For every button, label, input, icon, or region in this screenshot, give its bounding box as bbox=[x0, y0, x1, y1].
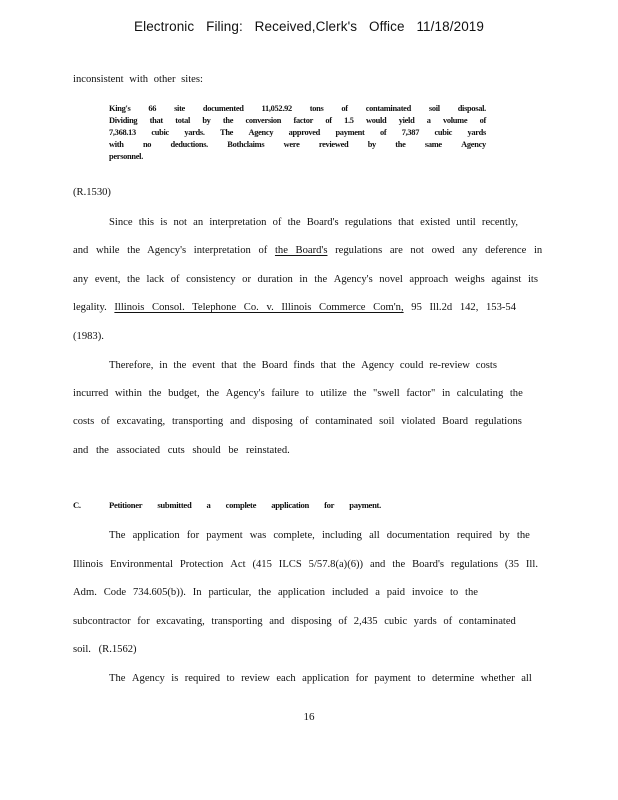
word: Protection bbox=[179, 559, 224, 570]
word: recently, bbox=[481, 217, 518, 228]
word: 734.605(b)). bbox=[132, 587, 186, 598]
word: complete, bbox=[273, 530, 315, 541]
word: a bbox=[375, 587, 380, 598]
word: Act bbox=[230, 559, 246, 570]
word: is bbox=[171, 673, 179, 684]
word: yield bbox=[398, 116, 415, 125]
word: costs bbox=[73, 416, 95, 427]
word: regulations bbox=[474, 416, 522, 427]
word: until bbox=[456, 217, 476, 228]
word: the bbox=[148, 388, 162, 399]
word: interpretation bbox=[209, 217, 267, 228]
text-segment: and while the Agency's interpretation of bbox=[73, 245, 275, 256]
word: this bbox=[138, 217, 155, 228]
word: the bbox=[392, 559, 406, 570]
word: in bbox=[441, 388, 451, 399]
word: in bbox=[159, 360, 168, 371]
word: duration bbox=[257, 274, 293, 285]
word: required bbox=[184, 673, 221, 684]
word: the bbox=[173, 360, 187, 371]
word: ILCS bbox=[278, 559, 302, 570]
word: or bbox=[242, 274, 251, 285]
word: would bbox=[366, 116, 387, 125]
word: of bbox=[479, 116, 486, 125]
word: In bbox=[192, 587, 202, 598]
word: to bbox=[305, 388, 314, 399]
word: Agency's bbox=[333, 274, 373, 285]
word: application bbox=[132, 530, 180, 541]
word: the bbox=[342, 360, 356, 371]
paragraph-2-line-1 bbox=[109, 360, 497, 371]
paragraph-1-line-2 bbox=[73, 245, 542, 256]
case-citation-underlined: Illinois Consol. Telephone Co. v. Illinois Commerce Com'n, bbox=[114, 302, 404, 313]
paragraph-4-line-1 bbox=[109, 673, 532, 684]
word: that bbox=[398, 217, 414, 228]
word: yards bbox=[467, 128, 486, 137]
word: the bbox=[509, 388, 523, 399]
word: no bbox=[142, 140, 152, 149]
word: the bbox=[242, 360, 256, 371]
word: not bbox=[173, 217, 187, 228]
word: 1.5 bbox=[344, 116, 354, 125]
word: of bbox=[443, 616, 453, 627]
word: novel bbox=[379, 274, 403, 285]
word: within bbox=[114, 388, 142, 399]
word: required bbox=[456, 530, 493, 541]
word: Environmental bbox=[109, 559, 173, 570]
word: Agency bbox=[461, 140, 486, 149]
word: application bbox=[302, 673, 350, 684]
word: of bbox=[272, 217, 282, 228]
word: by bbox=[499, 530, 510, 541]
word: 11,052.92 bbox=[261, 104, 292, 113]
word: Illinois bbox=[73, 559, 104, 570]
paragraph-3-line-5: soil. (R.1562) bbox=[73, 644, 137, 655]
word: 5/57.8(a)(6)) bbox=[308, 559, 364, 570]
word: of bbox=[379, 128, 387, 137]
word: utilize bbox=[320, 388, 347, 399]
paragraph-3-line-3 bbox=[73, 587, 478, 598]
word: with bbox=[109, 140, 124, 149]
word: approved bbox=[288, 128, 321, 137]
word: payment bbox=[335, 128, 365, 137]
word: that bbox=[320, 360, 337, 371]
word: the bbox=[287, 217, 301, 228]
text-segment: regulations are not owed any deference in bbox=[327, 245, 543, 256]
word: The bbox=[109, 673, 126, 684]
word: 7,368.13 bbox=[109, 128, 136, 137]
paragraph-3-line-1 bbox=[109, 530, 530, 541]
word: Bothclaims bbox=[227, 140, 265, 149]
word: payment bbox=[206, 530, 243, 541]
word: transporting bbox=[211, 616, 263, 627]
word: deductions. bbox=[170, 140, 208, 149]
record-citation: (R.1530) bbox=[73, 187, 111, 198]
word: Board bbox=[442, 416, 469, 427]
word: is bbox=[160, 217, 168, 228]
word: total bbox=[175, 116, 190, 125]
word: the bbox=[465, 587, 478, 598]
word: The bbox=[109, 530, 126, 541]
word: cubic bbox=[434, 128, 453, 137]
word: the bbox=[222, 116, 234, 125]
word: determine bbox=[431, 673, 475, 684]
word: failure bbox=[271, 388, 299, 399]
word: factor" bbox=[406, 388, 436, 399]
word: invoice bbox=[411, 587, 444, 598]
word: Code bbox=[103, 587, 127, 598]
word: application bbox=[271, 500, 309, 510]
word: for bbox=[355, 673, 368, 684]
section-heading-text bbox=[109, 500, 381, 510]
word: volume bbox=[442, 116, 468, 125]
word: its bbox=[527, 274, 538, 285]
word: the bbox=[353, 388, 367, 399]
word: the bbox=[516, 530, 530, 541]
word: of bbox=[101, 416, 110, 427]
word: for bbox=[137, 616, 150, 627]
word: weighs bbox=[454, 274, 485, 285]
word: for bbox=[186, 530, 200, 541]
word: all bbox=[521, 673, 532, 684]
word: Since bbox=[109, 217, 133, 228]
word: soil bbox=[379, 416, 395, 427]
word: approach bbox=[409, 274, 449, 285]
word: were bbox=[283, 140, 300, 149]
paragraph-2-line-4: and the associated cuts should be reinstated. bbox=[73, 445, 290, 456]
word: consistency bbox=[186, 274, 236, 285]
word: yards bbox=[413, 616, 437, 627]
word: the bbox=[206, 388, 220, 399]
section-letter: C. bbox=[73, 500, 81, 510]
word: event bbox=[192, 360, 216, 371]
word: 7,387 bbox=[401, 128, 420, 137]
word: each bbox=[276, 673, 296, 684]
word: an bbox=[193, 217, 204, 228]
word: costs bbox=[475, 360, 497, 371]
word: budget, bbox=[168, 388, 200, 399]
word: contaminated bbox=[458, 616, 516, 627]
word: review bbox=[241, 673, 270, 684]
word: a bbox=[206, 500, 211, 510]
word: a bbox=[426, 116, 431, 125]
word: contaminated bbox=[365, 104, 411, 113]
word: excavating, bbox=[156, 616, 205, 627]
paragraph-1-line-5: (1983). bbox=[73, 331, 104, 342]
section-heading bbox=[73, 500, 381, 510]
word: and bbox=[370, 559, 386, 570]
word: disposal. bbox=[457, 104, 486, 113]
word: paid bbox=[386, 587, 406, 598]
word: for bbox=[324, 500, 335, 510]
word: (415 bbox=[252, 559, 272, 570]
word: yards. bbox=[184, 128, 205, 137]
word: complete bbox=[225, 500, 257, 510]
block-quote bbox=[109, 105, 486, 165]
word: the bbox=[314, 274, 328, 285]
paragraph-1-line-4 bbox=[73, 302, 516, 313]
word: cubic bbox=[151, 128, 169, 137]
paragraph-1-line-3 bbox=[73, 274, 538, 285]
word: payment bbox=[374, 673, 411, 684]
word: particular, bbox=[208, 587, 252, 598]
word: calculating bbox=[456, 388, 504, 399]
intro-line: inconsistent with other sites: bbox=[73, 74, 203, 85]
paragraph-3-line-2 bbox=[73, 559, 538, 570]
word: the bbox=[395, 140, 406, 149]
word: disposing bbox=[291, 616, 332, 627]
paragraph-3-line-4 bbox=[73, 616, 516, 627]
word: the bbox=[127, 274, 140, 285]
word: could bbox=[399, 360, 424, 371]
word: finds bbox=[293, 360, 315, 371]
word: documented bbox=[202, 104, 244, 113]
paragraph-1-line-1 bbox=[109, 217, 518, 228]
word: same bbox=[424, 140, 442, 149]
word: violated bbox=[401, 416, 436, 427]
word: subcontractor bbox=[73, 616, 131, 627]
word: Board's bbox=[412, 559, 444, 570]
word: in bbox=[299, 274, 308, 285]
word: The bbox=[220, 128, 234, 137]
word: lack bbox=[146, 274, 165, 285]
word: and bbox=[230, 416, 246, 427]
word: Agency bbox=[131, 673, 165, 684]
word: Agency bbox=[361, 360, 395, 371]
page-number: 16 bbox=[303, 711, 315, 723]
word: (35 bbox=[504, 559, 519, 570]
word: regulations bbox=[450, 559, 498, 570]
word: Dividing bbox=[109, 116, 138, 125]
word: Adm. bbox=[73, 587, 97, 598]
paragraph-2-line-3 bbox=[73, 416, 522, 427]
word: to bbox=[417, 673, 426, 684]
word: documentation bbox=[386, 530, 450, 541]
word: of bbox=[299, 416, 309, 427]
word: submitted bbox=[157, 500, 192, 510]
word: by bbox=[202, 116, 211, 125]
paragraph-2-line-2 bbox=[73, 388, 523, 399]
word: tons bbox=[309, 104, 324, 113]
word: Therefore, bbox=[109, 360, 154, 371]
word: 66 bbox=[148, 104, 157, 113]
word: Petitioner bbox=[109, 500, 143, 510]
word: Board bbox=[261, 360, 288, 371]
word: that bbox=[221, 360, 237, 371]
word: to bbox=[449, 587, 459, 598]
word: to bbox=[226, 673, 235, 684]
word: application bbox=[277, 587, 326, 598]
word: Agency bbox=[248, 128, 274, 137]
word: of bbox=[338, 616, 348, 627]
word: by bbox=[367, 140, 376, 149]
word: contaminated bbox=[315, 416, 373, 427]
word: regulations bbox=[344, 217, 392, 228]
word: King's bbox=[109, 104, 131, 113]
word: payment. bbox=[349, 500, 381, 510]
word: factor bbox=[293, 116, 314, 125]
word: cubic bbox=[384, 616, 408, 627]
word: incurred bbox=[73, 388, 109, 399]
text-segment: 95 Ill.2d 142, 153-54 bbox=[403, 302, 517, 313]
word: "swell bbox=[373, 388, 400, 399]
word: soil bbox=[428, 104, 440, 113]
word: disposing bbox=[252, 416, 293, 427]
word: event, bbox=[94, 274, 121, 285]
word: including bbox=[321, 530, 362, 541]
word: Agency's bbox=[225, 388, 265, 399]
word: included bbox=[331, 587, 369, 598]
word: Ill. bbox=[525, 559, 538, 570]
word: conversion bbox=[245, 116, 282, 125]
word: of bbox=[170, 274, 180, 285]
word: against bbox=[491, 274, 522, 285]
word: 2,435 bbox=[353, 616, 378, 627]
word: excavating, bbox=[116, 416, 166, 427]
word: whether bbox=[480, 673, 515, 684]
text-segment: legality. bbox=[73, 302, 115, 313]
word: and bbox=[269, 616, 285, 627]
word: existed bbox=[420, 217, 451, 228]
quote-line-4 bbox=[109, 141, 486, 153]
word: was bbox=[249, 530, 267, 541]
filing-stamp-header: Electronic Filing: Received,Clerk's Office 11/18/2019 bbox=[133, 19, 485, 34]
word: Board's bbox=[306, 217, 339, 228]
word: that bbox=[149, 116, 163, 125]
word: all bbox=[369, 530, 380, 541]
word: reviewed bbox=[318, 140, 349, 149]
word: of bbox=[325, 116, 332, 125]
word: re-review bbox=[429, 360, 470, 371]
quote-line-5: personnel. bbox=[109, 152, 143, 161]
word: the bbox=[258, 587, 272, 598]
word: site bbox=[174, 104, 185, 113]
underlined-text: the Board's bbox=[274, 245, 328, 256]
word: any bbox=[73, 274, 89, 285]
word: of bbox=[341, 104, 348, 113]
word: transporting bbox=[171, 416, 224, 427]
